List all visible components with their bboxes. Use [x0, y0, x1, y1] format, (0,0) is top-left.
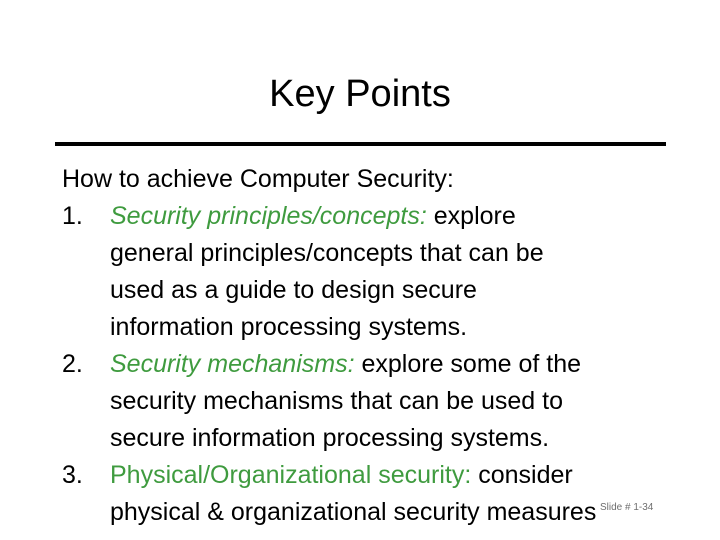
list-item-1 [62, 198, 702, 346]
list-item-line: physical & organizational security measures [110, 498, 597, 526]
slide-number: Slide # 1-34 [600, 502, 654, 513]
intro-text: How to achieve Computer Security: [62, 165, 454, 193]
list-item-text: explore [426, 202, 516, 230]
title-divider [55, 142, 666, 146]
list-item-text: explore some of the [354, 350, 582, 378]
highlighted-term: Physical/Organizational security: [110, 461, 472, 489]
list-item-first-line [110, 346, 702, 383]
highlighted-term: Security mechanisms: [110, 350, 355, 378]
list-item-line: information processing systems. [110, 313, 468, 341]
list-item-line: used as a guide to design secure [110, 276, 477, 304]
slide-body [62, 161, 702, 531]
list-item-first-line [110, 457, 702, 494]
highlighted-term: Security principles/concepts: [110, 202, 427, 230]
list-item-line: general principles/concepts that can be [110, 239, 544, 267]
list-item-line: security mechanisms that can be used to [110, 387, 564, 415]
list-item-first-line [110, 198, 702, 235]
list-item-2 [62, 346, 702, 457]
slide-title: Key Points [269, 73, 451, 115]
list-number: 3. [62, 461, 83, 489]
list-item-text: consider [471, 461, 573, 489]
list-number: 1. [62, 202, 83, 230]
list-item-line: secure information processing systems. [110, 424, 550, 452]
list-item-3 [62, 457, 702, 531]
list-number: 2. [62, 350, 83, 378]
